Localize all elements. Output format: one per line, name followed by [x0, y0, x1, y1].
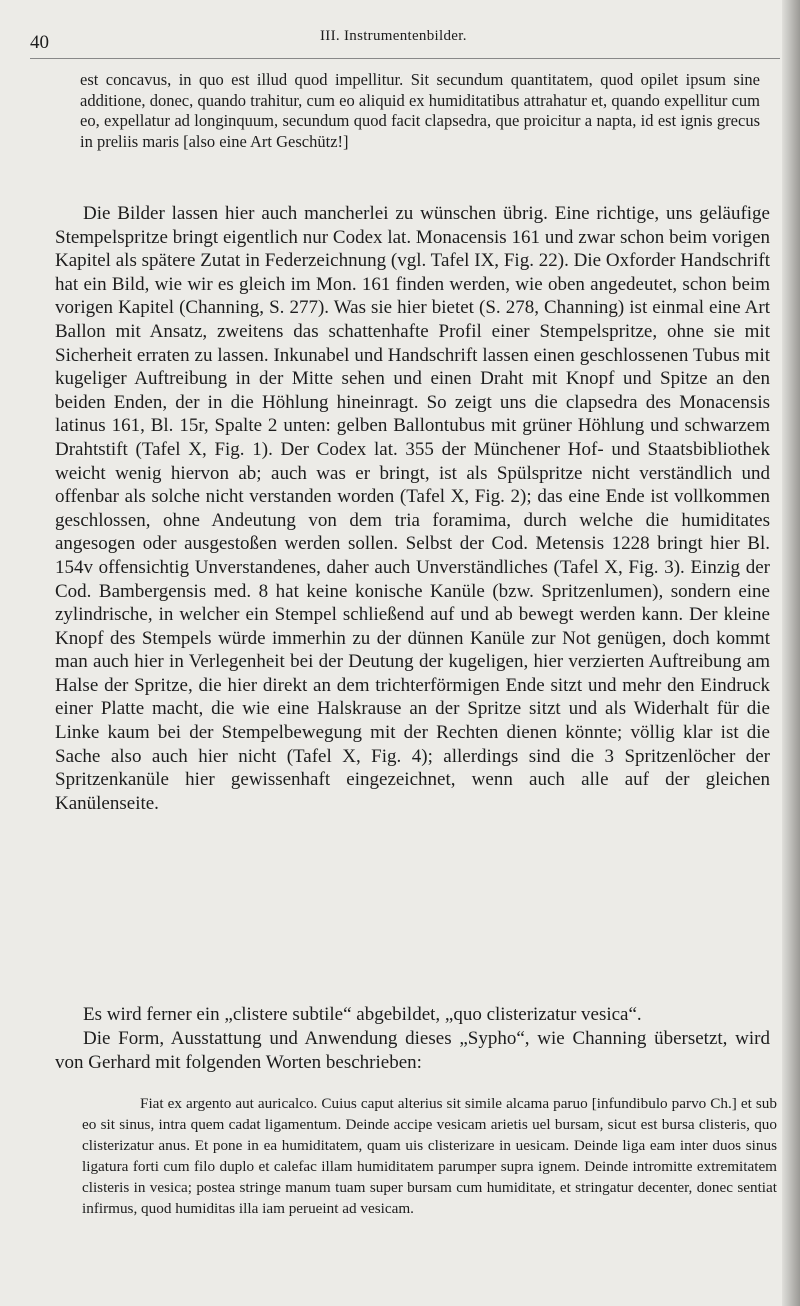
bilder-paragraph: Die Bilder lassen hier auch mancherlei zu wünschen übrig. Eine richtige, uns geläufige Stempelspritze bringt eigentlich nur Codex lat. Monacensis 161 und zwar schon beim vorigen Kapitel als spätere Zutat in Federzeichnung (vgl. Tafel IX, Fig. 22). Die Oxforder Handschrift hat ein Bild, wie wir es gleich im Mon. 161 finden werden, wie oben angedeutet, schon beim vorigen Kapitel (Channing, S. 277). Was sie hier bietet (S. 278, Channing) ist einmal eine Art Ballon mit Ansatz, zweitens das schattenhafte Profil einer Stempelspritze, ohne sie mit Sicherheit erraten zu lassen. Inkunabel und Handschrift lassen einen geschlossenen Tubus mit kugeliger Auftreibung in der Mitte sehen und einen Draht mit Knopf und Spitze an den beiden Enden, der in die Höhlung hineinragt. So zeigt uns die clapsedra des Monacensis latinus 161, Bl. 15r, Spalte 2 unten: gelben Ballontubus mit grüner Höhlung und schwarzem Drahtstift (Tafel X, Fig. 1). Der Codex lat. 355 der Münchener Hof- und Staatsbibliothek weicht wenig hiervon ab; auch was er bringt, ist als Spülspritze nicht verständlich und offenbar als solche nicht verstanden worden (Tafel X, Fig. 2); das eine Ende ist vollkommen geschlossen, ohne Andeutung von dem tria foramima, durch welche die humiditates angesogen oder ausgestoßen werden sollen. Selbst der Cod. Metensis 1228 bringt hier Bl. 154v offensichtig Unverstandenes, daher auch Unverständliches (Tafel X, Fig. 3). Einzig der Cod. Bambergensis med. 8 hat keine konische Kanüle (bzw. Spritzenlumen), sondern eine zylindrische, in welcher ein Stempel schließend auf und ab bewegt werden kann. Der kleine Knopf des Stempels würde immerhin zu der dünnen Kanüle zur Not genügen, doch kommt man auch hier in Verlegenheit bei der Deutung der kugeligen, hier verzierten Auftreibung am Halse der Spritze, die hier direkt an dem trichterförmigen Ende sitzt und mehr den Eindruck einer Platte macht, die wie eine Halskrause an der Spritze sitzt und als Widerhalt für die Linke kaum bei der Stempelbewegung mit der Rechten dienen könnte; völlig klar ist die Sache also auch hier nicht (Tafel X, Fig. 4); allerdings sind die 3 Spritzenlöcher der Spritzenkanüle hier gewissenhaft eingezeichnet, wenn auch alle auf der gleichen Kanülenseite.: [55, 203, 770, 814]
clistere-paragraph: Es wird ferner ein „clistere subtile“ abgebildet, „quo clisterizatur vesica“.: [83, 1004, 642, 1025]
page-edge-shadow: [782, 0, 800, 1306]
latin-quote: Fiat ex argento aut auricalco. Cuius caput alterius sit simile alcama paruo [infundibulo parvo Ch.] et sub eo sit sinus, intra quem cadat ligamentum. Deinde accipe vesicam arietis uel bursam, sicut est bursa clisteris, quo clisterizatur anus. Et pone in ea humiditatem, quam uis clisterizare in uesicam. Deinde liga eam inter duos sinus ligatura forti cum filo duplo et calefac illam humiditatem parumper supra ignem. Deinde intromitte extremitatem clisteris in vesica; postea stringe manum tuam super bursam cum humiditate, et stringatur decenter, donec sentiat infirmus, quod humiditas illa iam perueint ad vesicam.: [82, 1095, 777, 1217]
page-number: 40: [30, 32, 49, 53]
latin-intro-paragraph: est concavus, in quo est illud quod impellitur. Sit secundum quantitatem, quod opilet ipsum sine additione, donec, quando trahitur, cum eo aliquid ex humiditatibus attrahatur et, quando expellitur cum eo, expellatur ad longinquum, secundum quod facit clapsedra, que proicitur a napta, id est ignis grecus in preliis maris [also eine Art Geschütz!]: [80, 70, 760, 151]
form-paragraph: Die Form, Ausstattung und Anwendung dieses „Sypho“, wie Channing übersetzt, wird von Gerhard mit folgenden Worten beschrieben:: [55, 1028, 770, 1073]
page-header: [30, 28, 780, 59]
running-title: III. Instrumentenbilder.: [320, 28, 467, 44]
